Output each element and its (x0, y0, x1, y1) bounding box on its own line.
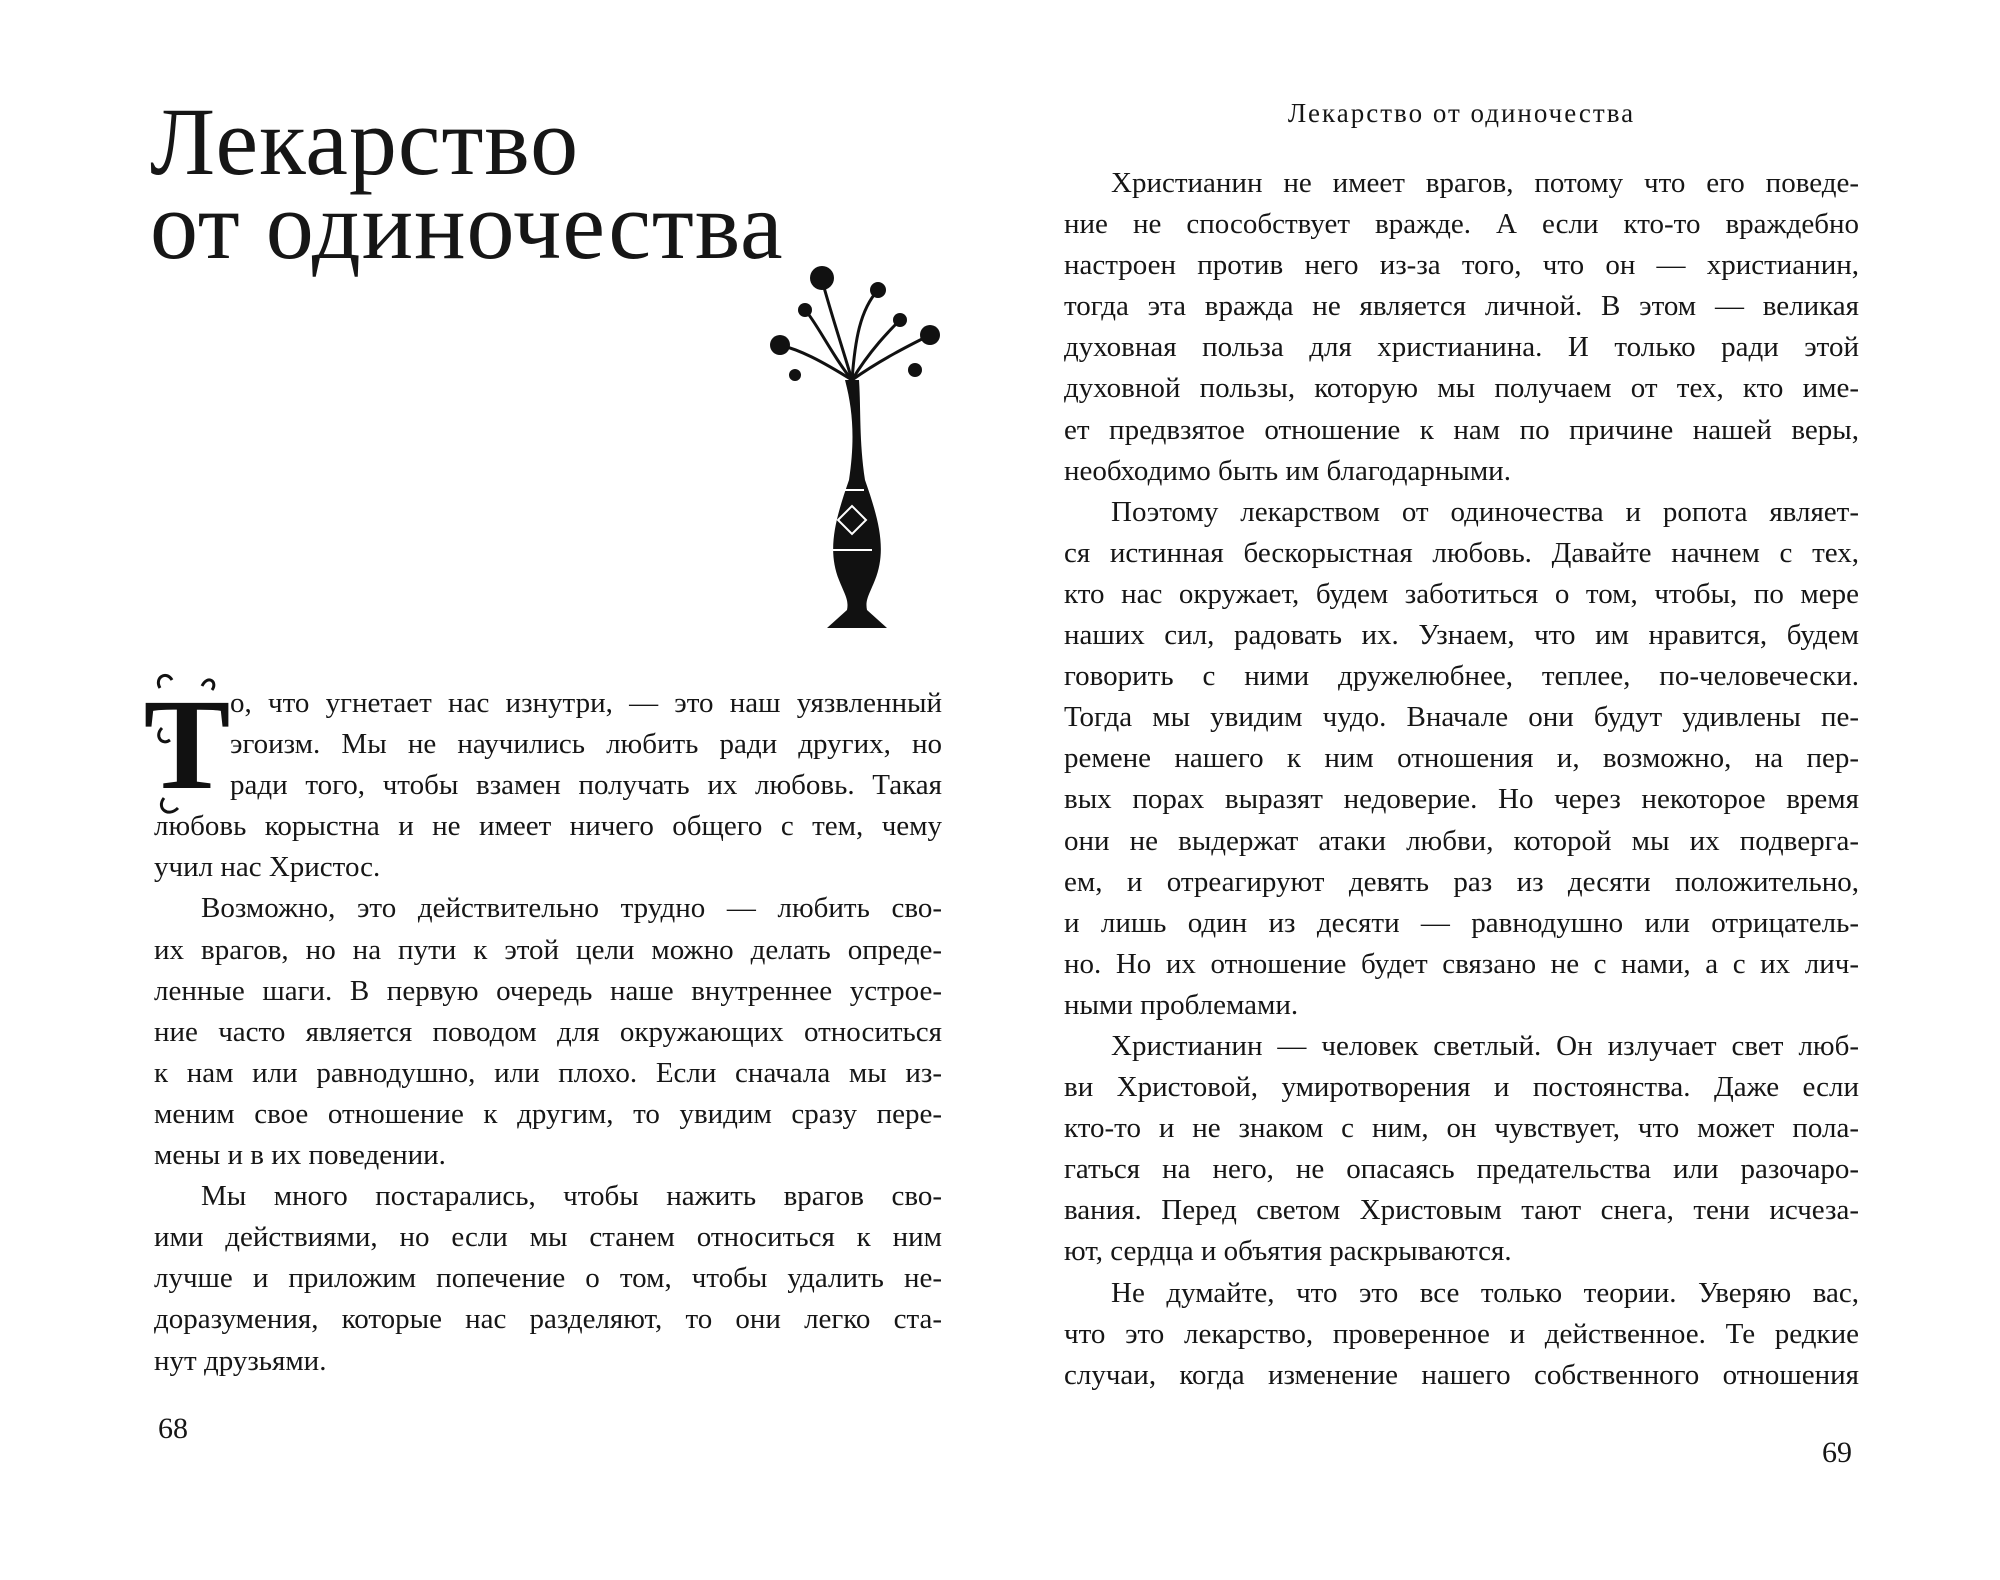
text-line: ем, и отреагируют девять раз из десяти положительно, (1064, 865, 1859, 898)
text-line: необходимо быть им благодарными. (1064, 454, 1511, 487)
text-line: ние часто является поводом для окружающих относиться (154, 1015, 942, 1048)
text-line: ленные шаги. В первую очередь наше внутреннее устрое- (154, 974, 942, 1007)
running-head: Лекарство от одиночества (1287, 98, 1636, 128)
text-line: говорить с ними дружелюбнее, теплее, по-человечески. (1064, 660, 1859, 693)
text-line: ви Христовой, умиротворения и постоянства. Даже если (1064, 1071, 1859, 1104)
text-line: ют, сердца и объятия раскрываются. (1064, 1235, 1512, 1268)
right-page-body (1064, 163, 1859, 1396)
text-line: наших сил, радовать их. Узнаем, что им нравится, будем (1064, 619, 1859, 652)
text-line: Христианин не имеет врагов, потому что его поведе- (1111, 167, 1859, 199)
text-line: ся истинная бескорыстная любовь. Давайте начнем с тех, (1064, 536, 1859, 569)
chapter-title-line-1: Лекарство (150, 88, 580, 195)
text-line: ет предвзятое отношение к нам по причине нашей веры, (1064, 413, 1859, 446)
text-line: доразумения, которые нас разделяют, то они легко ста- (154, 1303, 942, 1336)
text-line: вания. Перед светом Христовым тают снега, тени исчеза- (1064, 1194, 1859, 1227)
text-line: учил нас Христос. (154, 851, 381, 884)
text-line: духовная польза для христианина. И только ради этой (1064, 331, 1859, 364)
text-line: любовь корыстна и не имеет ничего общего с тем, чему (154, 810, 942, 843)
text-line: ремене нашего к ним отношения и, возможно, на пер- (1064, 742, 1859, 775)
text-line: Тогда мы увидим чудо. Вначале они будут удивлены пе- (1064, 701, 1859, 734)
text-line: случаи, когда изменение нашего собственного отношения (1064, 1358, 1859, 1391)
text-line: что это лекарство, проверенное и действенное. Те редкие (1064, 1317, 1859, 1350)
left-page-body (154, 683, 942, 1382)
text-line: лучше и приложим попечение о том, чтобы удалить не- (154, 1262, 942, 1295)
text-line: к нам или равнодушно, или плохо. Если сначала мы из- (154, 1056, 942, 1089)
vase-illustration (760, 250, 945, 640)
text-line: мены и в их поведении. (154, 1139, 446, 1172)
page-number-left: 68 (158, 1412, 188, 1445)
text-line: ние не способствует вражде. А если кто-то враждебно (1064, 208, 1859, 241)
text-line: Христианин — человек светлый. Он излучает свет люб- (1111, 1029, 1859, 1062)
text-line: их врагов, но на пути к этой цели можно делать опреде- (154, 933, 942, 966)
text-line: о, что угнетает нас изнутри, — это наш уязвленный (230, 687, 942, 719)
text-line: нут друзьями. (154, 1344, 327, 1377)
text-line: Поэтому лекарством от одиночества и ропота являет- (1111, 495, 1859, 528)
text-line: Возможно, это действительно трудно — любить сво- (201, 892, 942, 925)
text-line: эгоизм. Мы не научились любить ради других, но (230, 728, 942, 761)
text-line: вых порах выразят недоверие. Но через некоторое время (1064, 783, 1859, 816)
text-line: тогда эта вражда не является личной. В этом — великая (1064, 290, 1859, 323)
text-line: Не думайте, что это все только теории. Уверяю вас, (1111, 1276, 1859, 1309)
page-number-right: 69 (1822, 1436, 1852, 1469)
text-line: они не выдержат атаки любви, которой мы их подверга- (1064, 824, 1859, 857)
drop-cap-letter: Т (143, 673, 231, 817)
text-line: Мы много постарались, чтобы нажить врагов сво- (201, 1180, 942, 1213)
text-line: кто-то и не знаком с ним, он чувствует, что может пола- (1064, 1112, 1859, 1145)
text-line: но. Но их отношение будет связано не с нами, а с их лич- (1064, 947, 1859, 980)
text-line: настроен против него из-за того, что он — христианин, (1064, 249, 1859, 282)
text-line: ради того, чтобы взамен получать их любовь. Такая (230, 769, 942, 802)
text-line: ными проблемами. (1064, 988, 1299, 1021)
chapter-title (150, 88, 784, 279)
chapter-title-line-2: от одиночества (150, 172, 784, 279)
text-line: кто нас окружает, будем заботиться о том, чтобы, по мере (1064, 577, 1859, 610)
text-line: и лишь один из десяти — равнодушно или отрицатель- (1064, 906, 1859, 939)
text-line: духовной пользы, которую мы получаем от тех, кто име- (1064, 372, 1859, 405)
text-line: ими действиями, но если мы станем относиться к ним (154, 1221, 942, 1254)
text-line: гаться на него, не опасаясь предательства или разочаро- (1064, 1153, 1859, 1186)
text-line: меним свое отношение к другим, то увидим сразу пере- (154, 1097, 942, 1130)
